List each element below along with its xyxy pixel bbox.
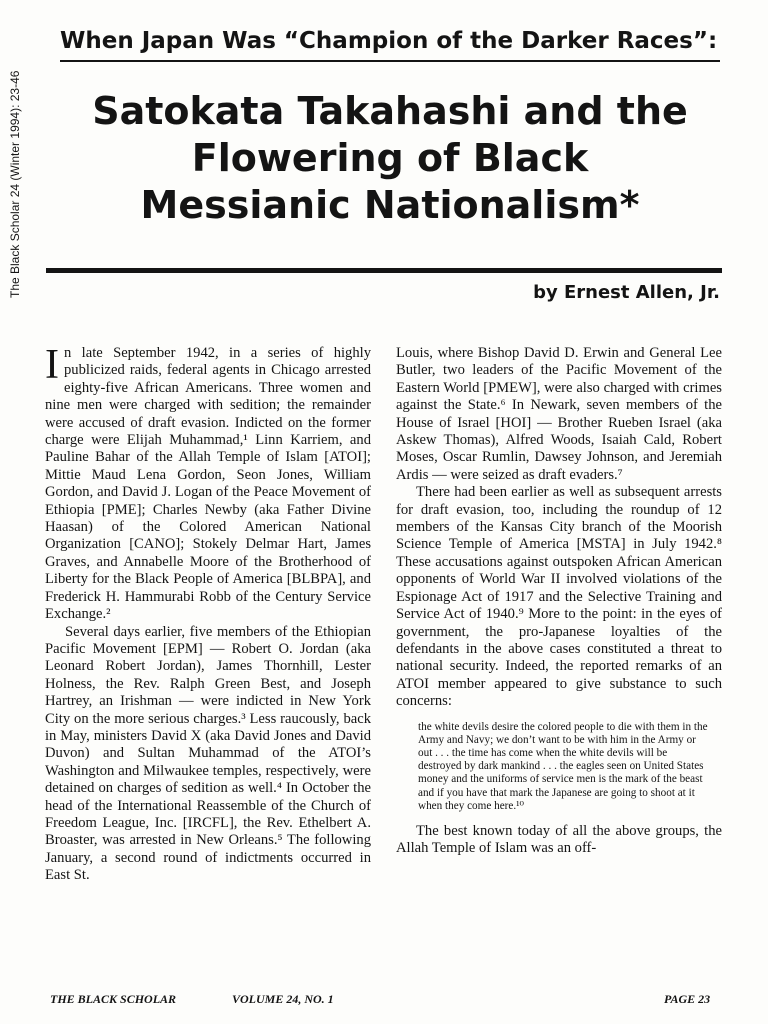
page-footer (0, 990, 768, 1008)
title-line-2: Flowering of Black (191, 136, 589, 180)
body-paragraph (45, 342, 371, 624)
article-kicker: When Japan Was “Champion of the Darker Races”: (60, 24, 720, 62)
body-paragraph: Several days earlier, five members of the Ethiopian Pacific Movement [EPM] — Robert O. Jordan (aka Leonard Robert Jordan), James Thornhill, Lester Holness, the Rev. Ralph Green Best, and Joseph Hartrey, an Irishman — were indicted in New York City on the more serious charges.³ Less raucously, back in May, ministers David X (aka David Jones and David Duvon) and Sultan Muhammad of the ATOI’s Washington and Milwaukee temples, respectively, were detained on charges of sedition as well.⁴ In October the head of the International Reassemble of the Church of Freedom League, Inc. [IRCFL], the Rev. Ethelbert A. Broaster, was arrested in New Orleans.⁵ The following January, a second round of indictments occurred in East St. (45, 623, 371, 884)
footer-volume: VOLUME 24, NO. 1 (232, 992, 334, 1006)
title-line-1: Satokata Takahashi and the (92, 89, 688, 133)
right-column (396, 345, 722, 858)
paragraph-text: n late September 1942, in a series of highly publicized raids, federal agents in Chicago arrested eighty-five African Americans. Three women and nine men were charged with sedition; the remainder were accused of draft evasion. Indicted on the former charge were Elijah Muhammad,¹ Linn Karriem, and Pauline Bahar of the Allah Temple of Islam [ATOI]; Mittie Maud Lena Gordon, Seon Jones, William Gordon, and David J. Logan of the Peace Movement of Ethiopia [PME]; Charles Newby (aka Father Divine Haasan) of the Colored American National Organization [CANO]; Stokely Delmar Hart, James Graves, and Annabelle Moore of the Brotherhood of Liberty for the Black People of America [BLBPA], and Frederick H. Hammurabi Robb of the Century Service Exchange.² (45, 345, 371, 623)
article-title (60, 88, 720, 229)
body-paragraph: The best known today of all the above groups, the Allah Temple of Islam was an off- (396, 822, 722, 857)
citation-sidebar: The Black Scholar 24 (Winter 1994): 23-46 (8, 70, 22, 298)
block-quote: the white devils desire the colored people to die with them in the Army and Navy; we don’t want to be with him in the Army or out . . . the time has come when the white devils will be destroyed by dark mankind . . . the eagles seen on United States money and the uniforms of service men is the mark of the beast and if you have that mark the Japanese are going to shoot at it when they come here.¹⁰ (418, 720, 708, 812)
body-paragraph: There had been earlier as well as subsequent arrests for draft evasion, too, including the roundup of 12 members of the Kansas City branch of the Moorish Science Temple of America [MSTA] in July 1942.⁸ These accusations against outspoken African American opponents of World War II involved violations of the Espionage Act of 1917 and the Selective Training and Service Act of 1940.⁹ More to the point: in the eyes of government, the pro-Japanese loyalties of the defendants in the above cases constituted a threat to national security. Indeed, the reported remarks of an ATOI member appeared to give substance to such concerns: (396, 484, 722, 710)
title-divider (46, 268, 722, 273)
title-line-3: Messianic Nationalism* (140, 183, 640, 227)
footer-page-number: PAGE 23 (664, 992, 711, 1006)
body-paragraph: Louis, where Bishop David D. Erwin and General Lee Butler, two leaders of the Pacific Movement of the Eastern World [PMEW], were also charged with crimes against the State.⁶ In Newark, seven members of the House of Israel [HOI] — Brother Rueben Israel (aka Askew Thomas), Alfred Woods, Isaiah Cald, Robert Moses, Oscar Rumlin, Dawsey Johnson, and Jeremiah Ardis — were seized as draft evaders.⁷ (396, 345, 722, 483)
drop-cap: I (45, 342, 59, 388)
footer-journal: THE BLACK SCHOLAR (50, 992, 177, 1006)
byline: by Ernest Allen, Jr. (533, 282, 720, 303)
left-column (45, 342, 371, 885)
